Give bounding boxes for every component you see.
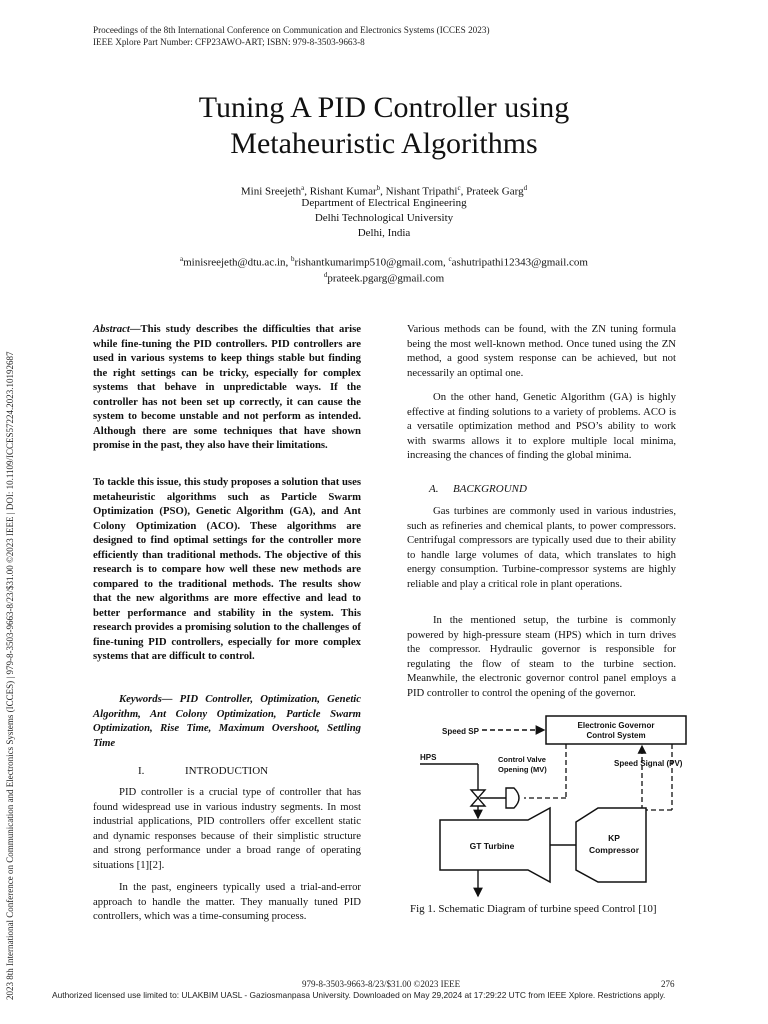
email-link[interactable]: minisreejeth@dtu.ac.in, — [183, 256, 292, 269]
speed-sp-label: Speed SP — [442, 727, 479, 736]
abstract-text-1: This study describes the difficulties that arise while fine-tuning the PID controllers. PID controllers are used in various systems to keep things stable but finding the right settings can be tricky, especially for complex systems that behave in unpredictable ways. If the controller has not been set up correctly, it can cause the system to become unstable and not perform as intended. Although there are some techniques that have shown promise in the past, they also have their limitations. — [93, 323, 361, 451]
valve-actuator — [506, 788, 519, 808]
license-notice: Authorized licensed use limited to: ULAKBIM UASL - Gaziosmanpasa University. Downloaded on May 29,2024 at 17:29:22 UTC from IEEE Xplore. Restrictions apply. — [52, 990, 666, 1000]
author-list: Mini Sreejeth$^a$, Rishant Kumar$^b$, Nishant Tripathi$^c$, Prateek Garg$^d$ — [240, 184, 528, 198]
author: Prateek Garg — [466, 185, 524, 198]
egcs-label-1: Electronic Governor — [577, 721, 655, 730]
intro-title: INTRODUCTION — [185, 765, 269, 777]
abstract-dash: — — [129, 323, 141, 335]
hps-label: HPS — [420, 753, 437, 762]
email-link[interactable]: rishantkumarimp510@gmail.com, — [294, 256, 449, 269]
cv-label-1: Control Valve — [498, 755, 546, 764]
keywords-text: PID Controller, Optimization, Genetic Algorithm, Ant Colony Optimization, Particle Swarm Optimization, Rise Time, Maximum Overshoot, Settling Time — [93, 693, 362, 749]
author-sup: a — [301, 184, 305, 192]
cv-label-2: Opening (MV) — [498, 765, 547, 774]
doi-sidebar: 2023 8th International Conference on Communication and Electronics Systems (ICCES) | 979-8-3503-9663-8/23/$31.00 ©2023 IEEE | DOI: 10.1109/ICCES57224.2023.10192687 — [5, 351, 15, 1000]
egcs-label-2: Control System — [586, 731, 646, 740]
right-paragraph-3: Gas turbines are commonly used in various industries, such as refineries and chemical plants, to power compressors. Centrifugal compressors are typically used due to their ability to handle large volumes of data, which translates to high energy consumption. Turbine-compressor systems are highly reliable and play a critical role in plant operations. — [407, 505, 676, 590]
part-number-header: IEEE Xplore Part Number: CFP23AWO-ART; ISBN: 979-8-3503-9663-8 — [93, 37, 365, 47]
figure-caption: Fig 1. Schematic Diagram of turbine speed Control [10] — [410, 903, 657, 915]
email-link[interactable]: ashutripathi12343@gmail.com — [451, 256, 588, 269]
right-paragraph-4: In the mentioned setup, the turbine is commonly powered by high-pressure steam (HPS) which in turn drives the compressor. Hydraulic governor is responsible for regulating the flow of steam to the turbine section. Meanwhile, the electronic governor control panel employs a PID controller to control the opening of the governor. — [407, 614, 676, 699]
abstract-paragraph-2: To tackle this issue, this study proposes a solution that uses metaheuristic algorithms such as Particle Swarm Optimization (PSO), Genetic Algorithm (GA), and Ant Colony Optimization (ACO). These algorithms are designed to find optimal settings for the controller more efficiently than traditional methods. The objective of this research is to compare how well these new methods are compared to the traditional methods. The results show that the new algorithms are more effective and lead to better performance and stability in the system. This research provides a promising solution to the challenges of fine-tuning PID controllers, especially for more complex systems that are difficult to control. — [93, 476, 361, 662]
speed-signal-label: Speed Signal (PV) — [614, 759, 683, 768]
conference-header: Proceedings of the 8th International Conference on Communication and Electronics Systems (ICCES 2023) — [93, 25, 490, 35]
author-sup: c — [457, 184, 461, 192]
gt-turbine-label: GT Turbine — [469, 841, 515, 851]
right-paragraph-1: Various methods can be found, with the ZN tuning formula being the most well-known method. Once tuned using the ZN method, a good system response can be achieved, but not necessarily an optimal one. — [407, 323, 676, 379]
intro-paragraph-2: In the past, engineers typically used a trial-and-error approach to handle the matter. They manually tuned PID controllers, which was a time-consuming process. — [93, 881, 361, 922]
email-sup: c — [448, 255, 452, 263]
author: Nishant Tripathi — [385, 185, 458, 198]
paper-title — [100, 90, 668, 162]
right-paragraph-2: On the other hand, Genetic Algorithm (GA) is highly effective at finding solutions to a variety of problems. ACO is a versatile optimization method and PSO’s ability to work with swarms allows it to explore multiple local minima, increasing the chances of finding the global minima. — [407, 391, 676, 461]
abstract-paragraph-1 — [93, 322, 361, 453]
department: Department of Electrical Engineering — [301, 197, 467, 209]
keywords — [93, 692, 361, 750]
university: Delhi Technological University — [314, 212, 454, 224]
background-title: BACKGROUND — [453, 483, 527, 495]
title-line-2: Metaheuristic Algorithms — [230, 127, 538, 160]
location: Delhi, India — [357, 227, 411, 239]
intro-number: I. — [138, 765, 145, 777]
turbine-schematic-diagram — [410, 710, 700, 900]
email-link[interactable]: prateek.pgarg@gmail.com — [327, 272, 445, 285]
author: Mini Sreejeth — [240, 185, 302, 198]
kp-label: KP — [608, 833, 620, 843]
compressor-label: Compressor — [588, 845, 640, 855]
email-sup: b — [291, 255, 295, 263]
footer-copyright: 979-8-3503-9663-8/23/$31.00 ©2023 IEEE — [302, 979, 461, 989]
email-line-2 — [100, 268, 668, 287]
author-sup: b — [376, 184, 381, 192]
email-sup: a — [180, 255, 184, 263]
abstract-label: Abstract — [93, 323, 130, 335]
keywords-label: Keywords— — [119, 693, 180, 705]
page-number: 276 — [661, 979, 675, 989]
title-line-1: Tuning A PID Controller using — [198, 91, 570, 124]
author: Rishant Kumar — [309, 185, 377, 198]
email-sup: d — [323, 271, 328, 279]
background-number: A. — [429, 483, 439, 495]
author-sup: d — [523, 184, 528, 192]
intro-paragraph-1: PID controller is a crucial type of controller that has found widespread use in various industry segments. In most industrial applications, PID controllers offer excellent static and dynamic responses because of their simplistic structure and strong performance under a broad range of operating situations [1][2]. — [93, 786, 361, 871]
